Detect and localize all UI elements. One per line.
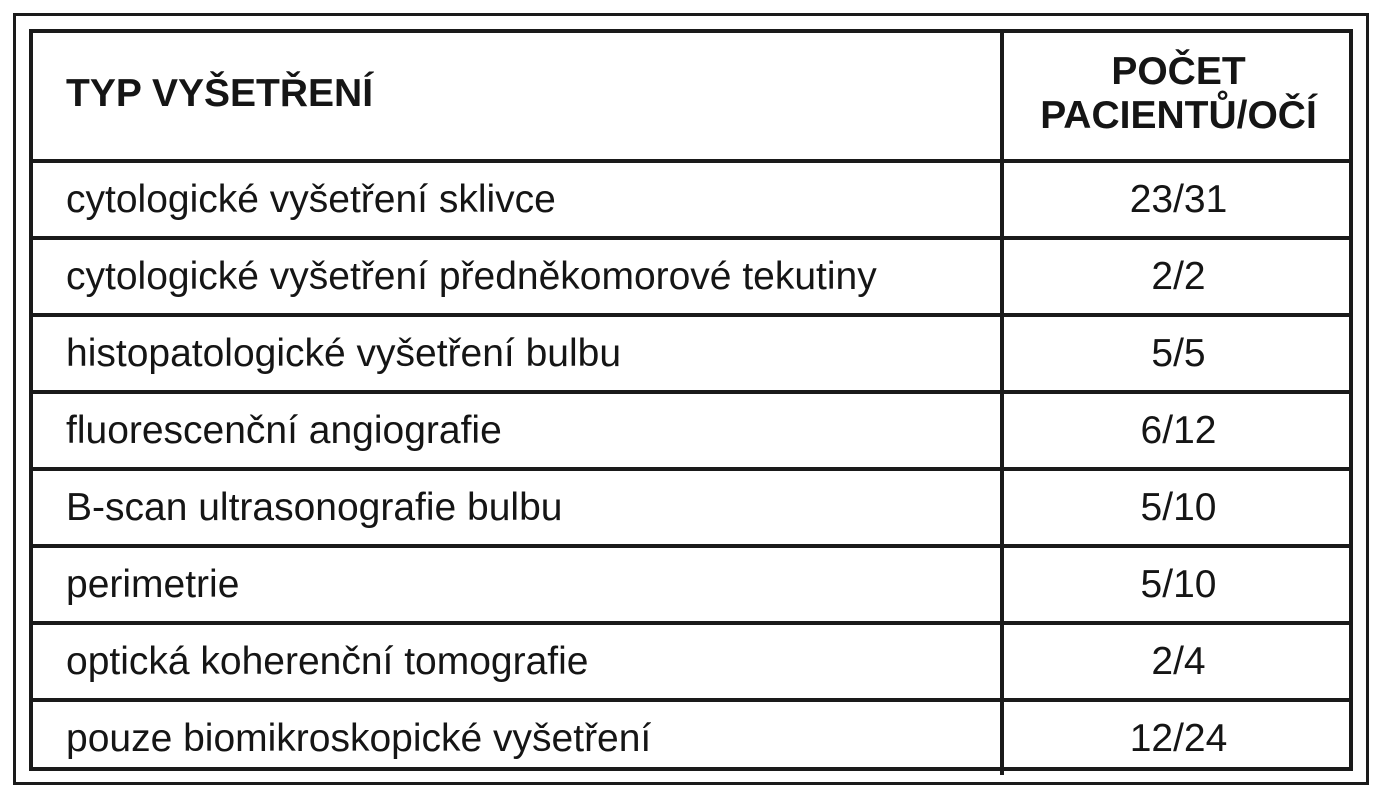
exam-type-cell: optická koherenční tomografie <box>29 623 1002 700</box>
count-cell: 5/5 <box>1002 315 1353 392</box>
count-cell: 2/2 <box>1002 238 1353 315</box>
table-row <box>29 161 1353 238</box>
count-cell: 12/24 <box>1129 716 1228 760</box>
count-cell: 23/31 <box>1002 161 1353 238</box>
exam-type-cell: cytologické vyšetření sklivce <box>29 161 1002 238</box>
table-row <box>29 392 1353 469</box>
examination-table <box>29 29 1353 775</box>
header-row <box>29 29 1353 161</box>
exam-type-cell: cytologické vyšetření předněkomorové tekutiny <box>29 238 1002 315</box>
count-cell: 5/10 <box>1002 546 1353 623</box>
exam-type-cell: histopatologické vyšetření bulbu <box>29 315 1002 392</box>
count-cell: 6/12 <box>1002 392 1353 469</box>
exam-type-cell: fluorescenční angiografie <box>29 392 1002 469</box>
table-row <box>29 623 1353 700</box>
exam-type-cell: pouze biomikroskopické vyšetření <box>29 700 1002 775</box>
table-row <box>29 238 1353 315</box>
table-row <box>29 315 1353 392</box>
header-count-line-2: PACIENTŮ/OČÍ <box>1040 94 1317 137</box>
table-row <box>29 700 1353 775</box>
table-row <box>29 469 1353 546</box>
exam-type-cell: B-scan ultrasonografie bulbu <box>29 469 1002 546</box>
header-exam-type: TYP VYŠETŘENÍ <box>29 29 1002 161</box>
header-patient-eye-count <box>1002 29 1353 161</box>
exam-type-cell: perimetrie <box>29 546 1002 623</box>
count-cell: 5/10 <box>1002 469 1353 546</box>
table-row <box>29 546 1353 623</box>
header-count-line-1: POČET <box>1111 50 1246 93</box>
count-cell: 2/4 <box>1002 623 1353 700</box>
